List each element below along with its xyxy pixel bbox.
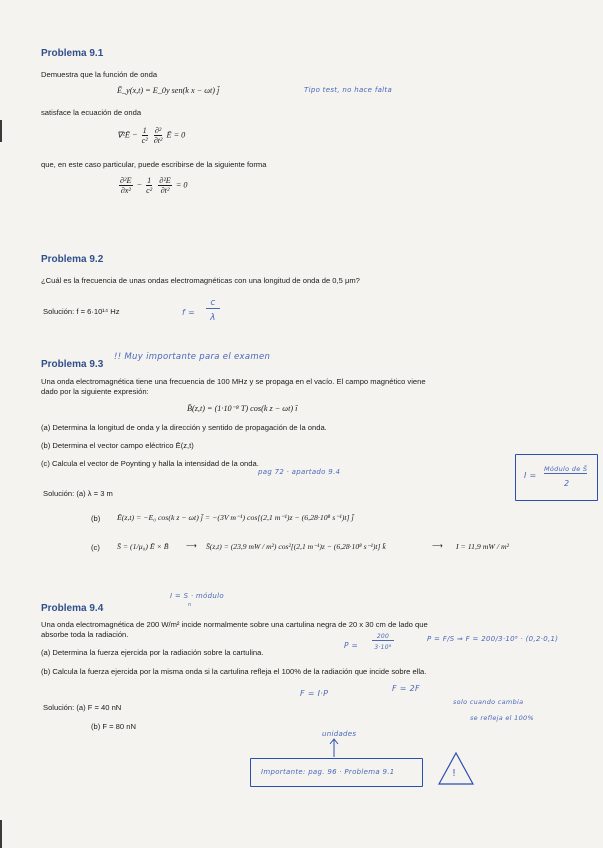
handwritten-note-changes: solo cuando cambia bbox=[453, 698, 524, 706]
frac-denominator: ∂x² bbox=[120, 186, 131, 195]
solution-c-label: (c) bbox=[91, 543, 100, 552]
handwritten-units-note: unidades bbox=[322, 730, 357, 738]
problem-9-1-intro: Demuestra que la función de onda bbox=[41, 70, 158, 79]
arrow-icon: ⟶ bbox=[186, 541, 197, 550]
box-formula-numerator: Módulo de S̄ bbox=[544, 465, 588, 473]
problem-9-3-heading: Problema 9.3 bbox=[41, 359, 104, 370]
handwritten-subscript: n bbox=[188, 602, 192, 608]
problem-9-3-intro-1: Una onda electromagnética tiene una frecuencia de 100 MHz y se propaga en el vacío. El campo magnético viene bbox=[41, 377, 426, 386]
problem-9-4-solution-a: Solución: (a) F = 40 nN bbox=[43, 703, 122, 712]
handwritten-force-derivation: P = F/S ⇒ F = 200/3·10⁸ · (0,2·0,1) bbox=[427, 635, 559, 643]
problem-9-4-item-a: (a) Determina la fuerza ejercida por la radiación sobre la cartulina. bbox=[41, 648, 264, 657]
box-formula-label: I = bbox=[524, 471, 537, 480]
handwritten-pressure-numerator: 200 bbox=[372, 633, 394, 641]
frac-denominator: c² bbox=[141, 136, 148, 145]
poynting-definition: S̄ = (1/μ₀) Ē × B̄ bbox=[117, 542, 169, 551]
problem-9-4-intro-2: absorbe toda la radiación. bbox=[41, 630, 129, 639]
problem-9-3-solution-a: Solución: (a) λ = 3 m bbox=[43, 489, 113, 498]
problem-9-2-heading: Problema 9.2 bbox=[41, 254, 104, 265]
pde-rhs: = 0 bbox=[175, 180, 188, 190]
problem-9-1-heading: Problema 9.1 bbox=[41, 48, 104, 59]
frac-numerator: 1 bbox=[142, 126, 147, 135]
problem-9-4-heading: Problema 9.4 bbox=[41, 603, 104, 614]
problem-9-1-satisfies: satisface la ecuación de onda bbox=[41, 108, 142, 117]
problem-9-1-particular: que, en este caso particular, puede escribirse de la siguiente forma bbox=[41, 160, 267, 169]
warning-mark: ! bbox=[452, 768, 457, 779]
problem-9-3-item-c: (c) Calcula el vector de Poynting y halla la intensidad de la onda. bbox=[41, 459, 259, 468]
problem-9-4-item-b: (b) Calcula la fuerza ejercida por la misma onda si la cartulina refleja el 100% de la radiación que incide sobre ella. bbox=[41, 667, 427, 676]
arrow-icon: ⟶ bbox=[432, 541, 443, 550]
handwritten-pressure-denominator: 3·10⁸ bbox=[374, 644, 392, 651]
pde-minus: − bbox=[136, 180, 145, 190]
wave-equation-lhs: ∇²Ē − bbox=[117, 130, 140, 140]
handwritten-pressure-label: P = bbox=[344, 641, 359, 650]
box-formula-denominator: 2 bbox=[564, 479, 570, 488]
frac-denominator: ∂t² bbox=[153, 136, 163, 145]
wave-equation bbox=[117, 126, 185, 145]
problem-9-3-item-b: (b) Determina el vector campo eléctrico Ē(z,t) bbox=[41, 441, 194, 450]
handwritten-f-equals: f = bbox=[182, 308, 195, 317]
handwritten-important-note: !! Muy importante para el examen bbox=[114, 352, 271, 362]
handwritten-intensity-box bbox=[515, 454, 598, 501]
frac-numerator: 1 bbox=[147, 176, 152, 185]
wave-function-equation: Ē_y(x,t) = E_0y sen(k x − ωt) j̄ bbox=[117, 86, 220, 95]
intensity-solution: I = 11,9 mW / m² bbox=[456, 542, 509, 551]
frac-denominator: ∂t² bbox=[160, 186, 170, 195]
frac-denominator: c² bbox=[146, 186, 153, 195]
problem-9-2-question: ¿Cuál es la frecuencia de unas ondas electromagnéticas con una longitud de onda de 0,5 μm? bbox=[41, 276, 360, 285]
handwritten-note-reflects: se refleja el 100% bbox=[470, 714, 534, 722]
problem-9-4-solution-b: (b) F = 80 nN bbox=[91, 722, 136, 731]
problem-9-3-intro-2: dado por la siguiente expresión: bbox=[41, 387, 149, 396]
handwritten-c: c bbox=[206, 298, 220, 309]
problem-9-2-solution: Solución: f = 6·10¹⁴ Hz bbox=[43, 307, 120, 316]
pde-equation bbox=[117, 176, 188, 195]
handwritten-intensity-note: I = S · módulo bbox=[170, 592, 224, 600]
handwritten-page-ref: pag 72 · apartado 9.4 bbox=[258, 468, 341, 476]
handwritten-force-absorb: F = I·P bbox=[300, 689, 329, 698]
frac-numerator: ∂² bbox=[154, 126, 162, 135]
handwritten-arrow-icon bbox=[328, 738, 340, 758]
wave-equation-rhs: Ē = 0 bbox=[166, 130, 186, 140]
electric-field-solution: Ē(z,t) = −E₀ cos(k z − ωt) j̄ = −(3V m⁻¹) cos[(2,1 m⁻¹)z − (6,28·10⁸ s⁻¹)t] j̄ bbox=[117, 513, 354, 522]
frac-numerator: ∂²E bbox=[159, 176, 171, 185]
problem-9-4-intro-1: Una onda electromagnética de 200 W/m² incide normalmente sobre una cartulina negra de 20 x 30 cm de lado que bbox=[41, 620, 428, 629]
handwritten-important-box bbox=[250, 758, 423, 787]
problem-9-3-item-a: (a) Determina la longitud de onda y la dirección y sentido de propagación de la onda. bbox=[41, 423, 327, 432]
handwritten-box-text: Importante: pag. 96 · Problema 9.1 bbox=[261, 768, 395, 776]
scan-edge-mark bbox=[0, 120, 2, 142]
handwritten-note-test: Tipo test, no hace falta bbox=[304, 86, 393, 94]
scan-edge-mark bbox=[0, 820, 2, 848]
poynting-solution: S̄(z,t) = (23,9 mW / m²) cos²[(2,1 m⁻¹)z − (6,28·10⁸ s⁻¹)t] k̄ bbox=[206, 542, 386, 551]
handwritten-lambda: λ bbox=[210, 313, 216, 323]
handwritten-force-reflect: F = 2F bbox=[392, 684, 420, 693]
solution-b-label: (b) bbox=[91, 514, 101, 523]
magnetic-field-equation: B̄(z,t) = (1·10⁻⁸ T) cos(k z − ωt) ī bbox=[187, 404, 298, 413]
frac-numerator: ∂²E bbox=[120, 176, 132, 185]
